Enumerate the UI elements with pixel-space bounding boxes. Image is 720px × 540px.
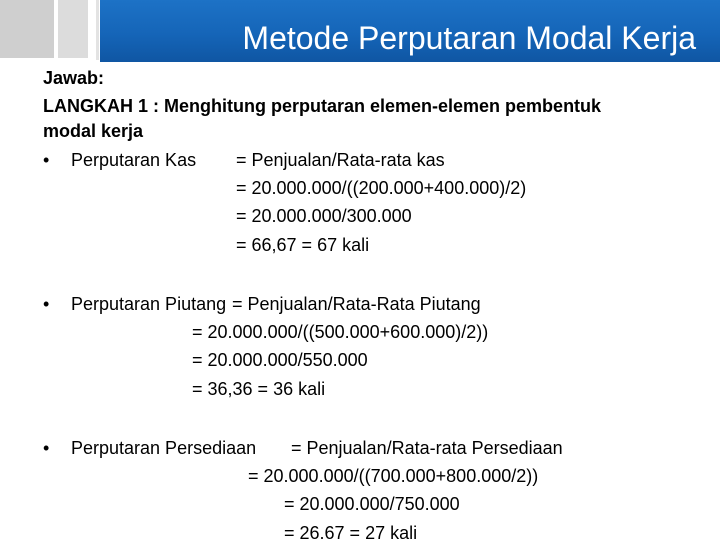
bullet-icon: •: [43, 438, 50, 458]
decorative-corner-block: [0, 0, 54, 58]
item-formula-persediaan: = Penjualan/Rata-rata Persediaan: [291, 438, 563, 458]
item-formula-piutang: = Penjualan/Rata-Rata Piutang: [232, 294, 481, 314]
answer-label: Jawab:: [43, 68, 105, 88]
item-label-kas: Perputaran Kas: [71, 150, 197, 170]
bullet-icon: •: [43, 150, 50, 170]
calc-step: = 20.000.000/((700.000+800.000/2)): [248, 466, 539, 486]
step-heading-line-1: LANGKAH 1 : Menghitung perputaran elemen-elemen pembentuk: [43, 96, 602, 116]
calc-step: = 20.000.000/300.000: [236, 206, 412, 226]
item-label-piutang: Perputaran Piutang: [71, 294, 227, 314]
item-label-persediaan: Perputaran Persediaan: [71, 438, 257, 458]
slide-title: Metode Perputaran Modal Kerja: [242, 20, 696, 56]
calc-step: = 20.000.000/750.000: [284, 494, 460, 514]
calc-step: = 20.000.000/((200.000+400.000)/2): [236, 178, 527, 198]
calc-result: = 36,36 = 36 kali: [192, 379, 326, 399]
calc-step: = 20.000.000/((500.000+600.000)/2)): [192, 322, 489, 342]
calc-result: = 66,67 = 67 kali: [236, 235, 370, 255]
decorative-divider: [96, 0, 99, 60]
calc-step: = 20.000.000/550.000: [192, 350, 368, 370]
title-banner: [100, 0, 720, 62]
calc-result: = 26.67 = 27 kali: [284, 523, 418, 540]
step-heading-line-2: modal kerja: [43, 121, 144, 141]
decorative-corner-block: [58, 0, 88, 58]
bullet-icon: •: [43, 294, 50, 314]
item-formula-kas: = Penjualan/Rata-rata kas: [236, 150, 445, 170]
